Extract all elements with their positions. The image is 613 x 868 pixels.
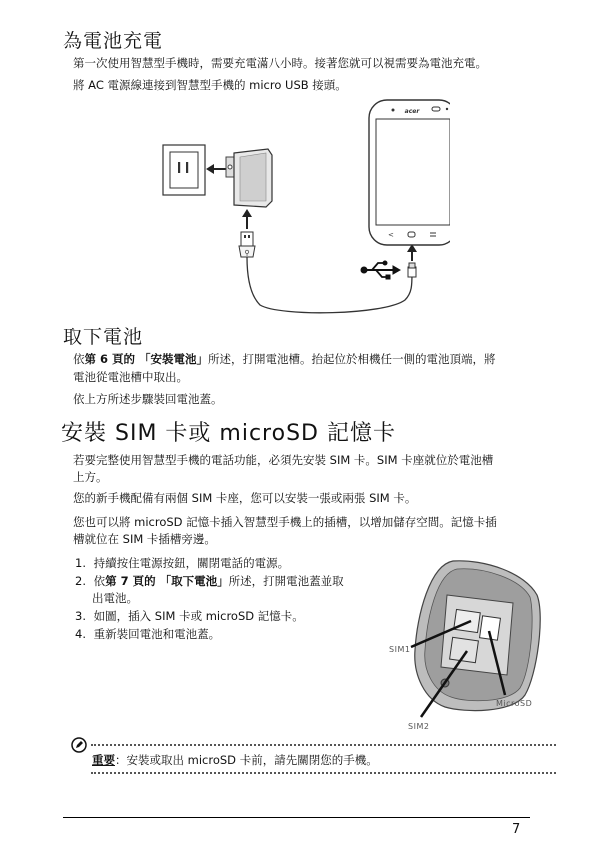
phone-illustration	[369, 100, 450, 245]
step-text: 重新裝回電池和電池蓋。	[93, 627, 221, 641]
step-number: 2.	[75, 574, 86, 588]
step-text-rest: 所述，打開電池蓋並取	[228, 574, 344, 588]
sim-para-3-line-2: 槽就位在 SIM 卡插槽旁邊。	[73, 532, 216, 546]
step-text-prefix: 依	[93, 574, 106, 588]
phone-back-illustration	[415, 561, 540, 711]
wall-outlet-icon	[163, 145, 205, 195]
step-number: 1.	[75, 556, 86, 570]
step-2-line-2: 出電池。	[92, 591, 138, 605]
sim-para-2: 您的新手機配備有兩個 SIM 卡座，您可以安裝一張或兩張 SIM 卡。	[73, 491, 417, 505]
note-divider-top	[91, 744, 556, 746]
step-4	[75, 626, 220, 643]
micro-usb-plug-icon	[408, 263, 416, 277]
usb-symbol-icon	[361, 261, 400, 279]
micro-usb-arrow-icon	[407, 244, 417, 261]
usb-plug-icon	[239, 232, 255, 257]
page-number: 7	[512, 822, 521, 837]
remove-para-1-line-2: 電池從電池槽中取出。	[73, 370, 188, 384]
sim2-label: SIM2	[408, 722, 430, 731]
section-title-charging: 為電池充電	[63, 30, 164, 52]
step-text: 如圖，插入 SIM 卡或 microSD 記憶卡。	[93, 609, 304, 623]
note-label: 重要	[92, 753, 115, 767]
step-2-ref[interactable]: 第 7 頁的 「取下電池」	[105, 574, 229, 588]
note-divider-bottom	[91, 772, 556, 774]
svg-text:<: <	[388, 231, 394, 239]
phone-brand: acer	[404, 108, 420, 115]
remove-para-1-rest: 所述，打開電池槽。抬起位於相機任一側的電池頂端，將	[208, 352, 496, 366]
remove-para-1-ref[interactable]: 第 6 頁的 「安裝電池」	[84, 352, 209, 366]
sim-para-1-line-2: 上方。	[73, 470, 108, 484]
charging-para-2: 將 AC 電源線連接到智慧型手機的 micro USB 接頭。	[73, 78, 347, 92]
remove-para-2: 依上方所述步驟裝回電池蓋。	[73, 392, 223, 406]
remove-para-1	[73, 350, 496, 369]
step-text: 持續按住電源按鈕，關閉電話的電源。	[93, 556, 290, 570]
plug-arrow-icon	[206, 164, 226, 174]
microsd-label: MicroSD	[496, 699, 533, 708]
sim-para-3: 您也可以將 microSD 記憶卡插入智慧型手機上的插槽，以增加儲存空間。記憶卡插	[73, 515, 497, 529]
footer-rule	[63, 817, 530, 818]
section-title-remove-battery: 取下電池	[63, 326, 144, 348]
svg-text:⚲: ⚲	[244, 249, 250, 257]
step-3	[75, 608, 304, 625]
charging-para-1: 第一次使用智慧型手機時，需要充電滿八小時。接著您就可以視需要為電池充電。	[73, 56, 487, 70]
section-title-sim: 安裝 SIM 卡或 microSD 記憶卡	[61, 421, 396, 446]
usb-arrow-icon	[242, 209, 252, 229]
important-note	[92, 751, 378, 770]
step-number: 4.	[75, 627, 86, 641]
charger-adapter-icon	[226, 149, 272, 207]
step-2	[75, 573, 344, 590]
note-pencil-icon	[71, 737, 87, 753]
step-1	[75, 555, 289, 572]
charging-illustration	[150, 95, 450, 325]
step-number: 3.	[75, 609, 86, 623]
usb-cable	[247, 257, 412, 313]
note-text: ：安裝或取出 microSD 卡前，請先關閉您的手機。	[115, 753, 378, 767]
sim-para-1: 若要完整使用智慧型手機的電話功能，必須先安裝 SIM 卡。SIM 卡座就位於電池槽	[73, 453, 494, 467]
remove-para-1-prefix: 依	[73, 352, 85, 366]
sim1-label: SIM1	[389, 645, 411, 654]
